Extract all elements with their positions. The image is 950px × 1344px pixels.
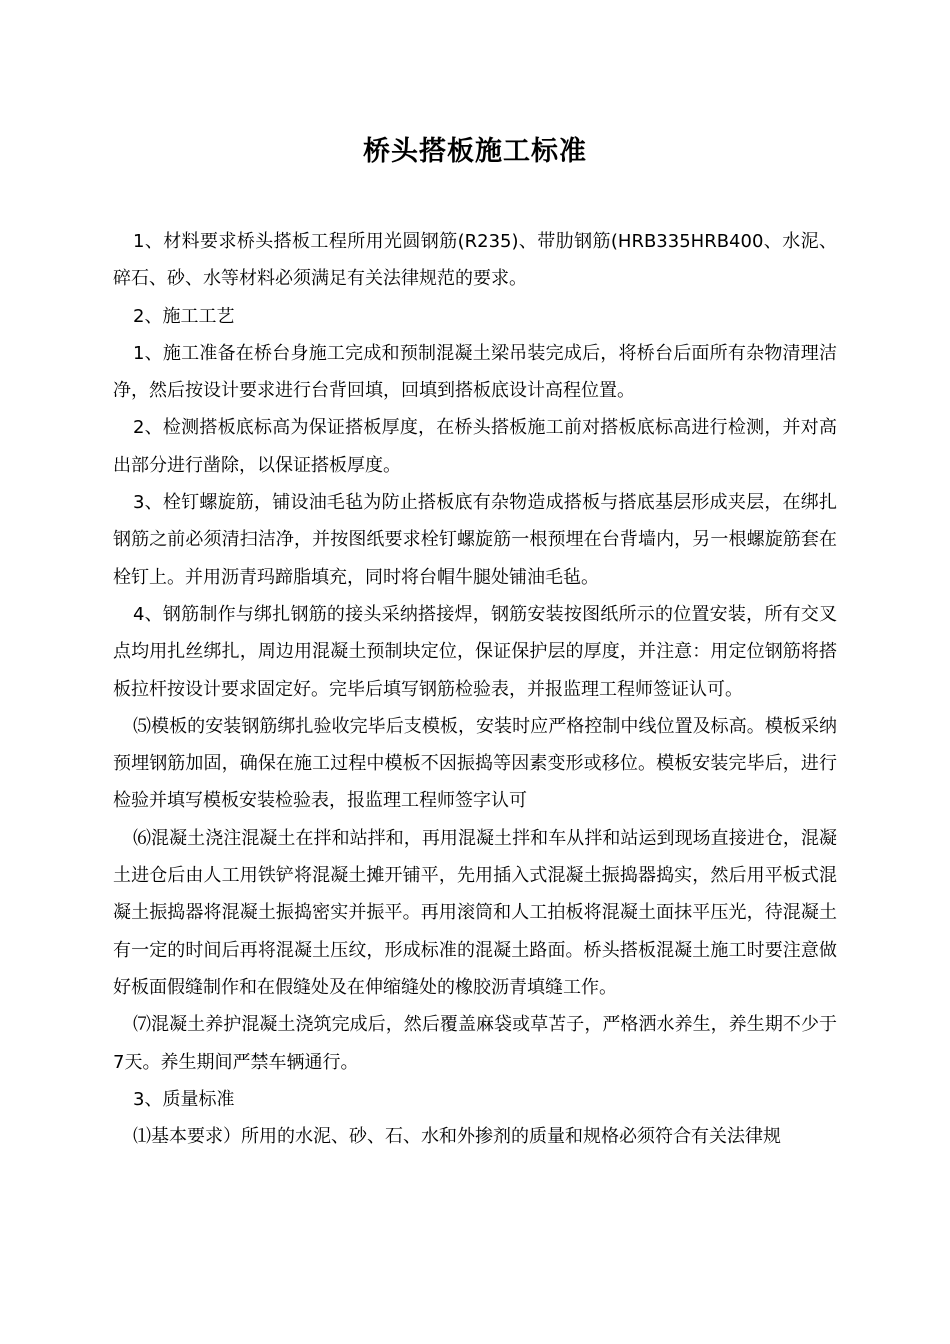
paragraph-rebar: 4、钢筋制作与绑扎钢筋的接头采纳搭接焊，钢筋安装按图纸所示的位置安装，所有交叉点均用扎丝绑扎，周边用混凝土预制块定位，保证保护层的厚度，并注意：用定位钢筋将搭板拉杆按设计要求固定好。完毕后填写钢筋检验表，并报监理工程师签证认可。	[113, 603, 837, 700]
paragraph-formwork: ⑸模板的安装钢筋绑扎验收完毕后支模板，安装时应严格控制中线位置及标高。模板采纳预埋钢筋加固，确保在施工过程中模板不因振捣等因素变形或移位。模板安装完毕后，进行检验并填写模板安装检验表，报监理工程师签字认可	[113, 715, 837, 812]
paragraph-elevation-check: 2、检测搭板底标高为保证搭板厚度，在桥头搭板施工前对搭板底标高进行检测，并对高出部分进行凿除，以保证搭板厚度。	[113, 417, 837, 476]
paragraph-studs-felt: 3、栓钉螺旋筋，铺设油毛毡为防止搭板底有杂物造成搭板与搭底基层形成夹层，在绑扎钢筋之前必须清扫洁净，并按图纸要求栓钉螺旋筋一根预埋在台背墙内，另一根螺旋筋套在栓钉上。并用沥青玛蹄脂填充，同时将台帽牛腿处铺油毛毡。	[113, 492, 837, 588]
paragraph-preparation: 1、施工准备在桥台身施工完成和预制混凝土梁吊装完成后，将桥台后面所有杂物清理洁净，然后按设计要求进行台背回填，回填到搭板底设计高程位置。	[113, 342, 837, 402]
document-body	[113, 223, 837, 1155]
paragraph-concrete-pouring: ⑹混凝土浇注混凝土在拌和站拌和，再用混凝土拌和车从拌和站运到现场直接进仓，混凝土进仓后由人工用铁铲将混凝土摊开铺平，先用插入式混凝土振捣器捣实，然后用平板式混凝土振捣器将混凝土振捣密实并振平。再用滚筒和人工拍板将混凝土面抹平压光，待混凝土有一定的时间后再将混凝土压纹，形成标准的混凝土路面。桥头搭板混凝土施工时要注意做好板面假缝制作和在假缝处及在伸缩缝处的橡胶沥青填缝工作。	[113, 827, 837, 998]
document-title: 桥头搭板施工标准	[363, 136, 587, 167]
paragraph-basic-requirements: ⑴基本要求）所用的水泥、砂、石、水和外掺剂的质量和规格必须符合有关法律规	[133, 1126, 781, 1148]
paragraph-materials: 1、材料要求桥头搭板工程所用光圆钢筋(R235)、带肋钢筋(HRB335HRB400、水泥、碎石、砂、水等材料必须满足有关法律规范的要求。	[113, 231, 837, 290]
heading-quality-standard: 3、质量标准	[133, 1088, 235, 1110]
paragraph-curing: ⑺混凝土养护混凝土浇筑完成后，然后覆盖麻袋或草苫子，严格洒水养生，养生期不少于7天。养生期间严禁车辆通行。	[113, 1014, 837, 1073]
heading-construction-process: 2、施工工艺	[133, 305, 235, 327]
